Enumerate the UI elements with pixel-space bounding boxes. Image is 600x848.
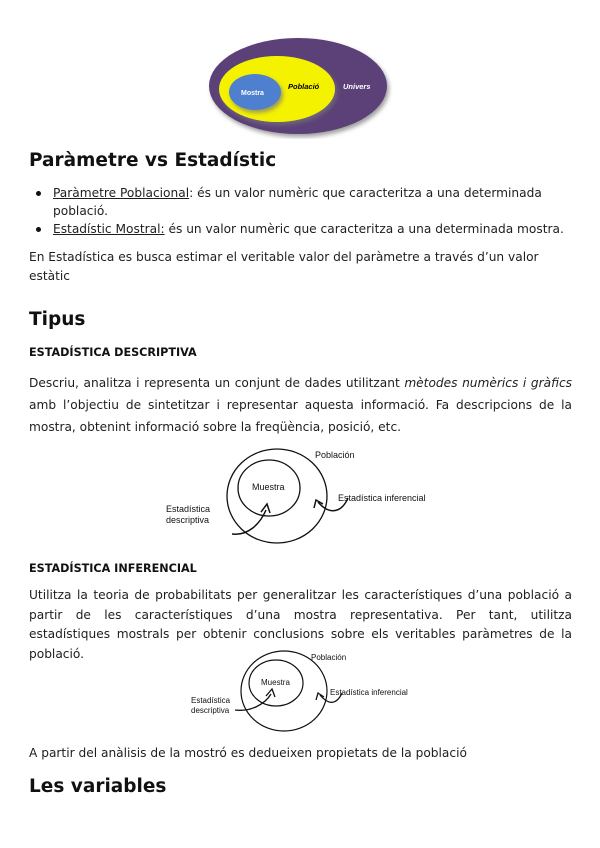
poblacio-label: Població <box>288 82 320 91</box>
descriptive-inferential-diagram-2 <box>185 648 425 734</box>
inferencial-paragraph: Utilitza la teoria de probabilitats per generalitzar les característiques d’una població a partir de les característiques d’una mostra representativa. Per tant, utilitza estadístiques mostrals per obtenir conclusions sobre els veritables paràmetres de la població. <box>29 588 572 661</box>
section-title-parametre: Paràmetre vs Estadístic <box>29 150 277 171</box>
descriptiva-paragraph <box>29 372 572 438</box>
definition-text: és un valor numèric que caracteritza a una determinada mostra. <box>164 222 564 236</box>
term-parametre-poblacional: Paràmetre Poblacional <box>53 186 190 200</box>
population-sample-diagram <box>205 37 395 139</box>
inferencial-label: Estadística inferencial <box>338 493 426 503</box>
descriptiva-arrow <box>232 510 266 534</box>
descriptiva-label-line1: Estadística <box>166 504 211 514</box>
list-item <box>29 184 569 220</box>
poblacion-circle <box>227 449 327 543</box>
descriptiva-label-line2: descriptiva <box>166 515 210 525</box>
bullet-icon <box>36 227 41 232</box>
arrowhead-icon <box>314 500 323 508</box>
closing-paragraph: A partir del anàlisis de la mostró es dedueixen propietats de la població <box>29 746 467 760</box>
muestra-label: Muestra <box>261 678 290 687</box>
descriptiva-arrow <box>235 694 271 710</box>
bullet-icon <box>36 191 41 196</box>
heading-inferencial: ESTADÍSTICA INFERENCIAL <box>29 562 197 575</box>
poblacion-circle <box>241 651 327 731</box>
descriptiva-text-start: Descriu, analitza i representa un conjunt de dades utilitzant <box>29 376 405 390</box>
section-title-tipus: Tipus <box>29 309 86 330</box>
descriptiva-text-end: amb l’objectiu de sintetitzar i representar aquesta informació. Fa descripcions de la mostra, obtenint informació sobre la freqüència, posició, etc. <box>29 398 572 434</box>
descriptiva-text-italic: mètodes numèrics i gràfics <box>404 376 572 390</box>
heading-descriptiva: ESTADÍSTICA DESCRIPTIVA <box>29 346 197 359</box>
section-title-variables: Les variables <box>29 776 167 797</box>
arrowhead-icon <box>316 693 324 700</box>
descriptiva-label-line1: Estadística <box>191 696 231 705</box>
descriptive-inferential-diagram-1 <box>160 446 450 548</box>
descriptiva-label-line2: descriptiva <box>191 706 230 715</box>
bullet-list <box>29 184 569 238</box>
muestra-label: Muestra <box>252 482 285 492</box>
poblacion-label: Población <box>311 653 347 662</box>
term-estadistic-mostral: Estadístic Mostral: <box>53 222 165 236</box>
definition-text: : és un valor numèric que caracteritza a una determinada població. <box>53 186 542 218</box>
mostra-label: Mostra <box>241 90 264 97</box>
univers-label: Univers <box>343 82 371 91</box>
poblacion-label: Población <box>315 450 355 460</box>
list-item <box>29 220 569 238</box>
inferencial-label: Estadística inferencial <box>330 688 408 697</box>
estimation-paragraph: En Estadística es busca estimar el veritable valor del paràmetre a través d’un valor estàtic <box>29 250 539 283</box>
